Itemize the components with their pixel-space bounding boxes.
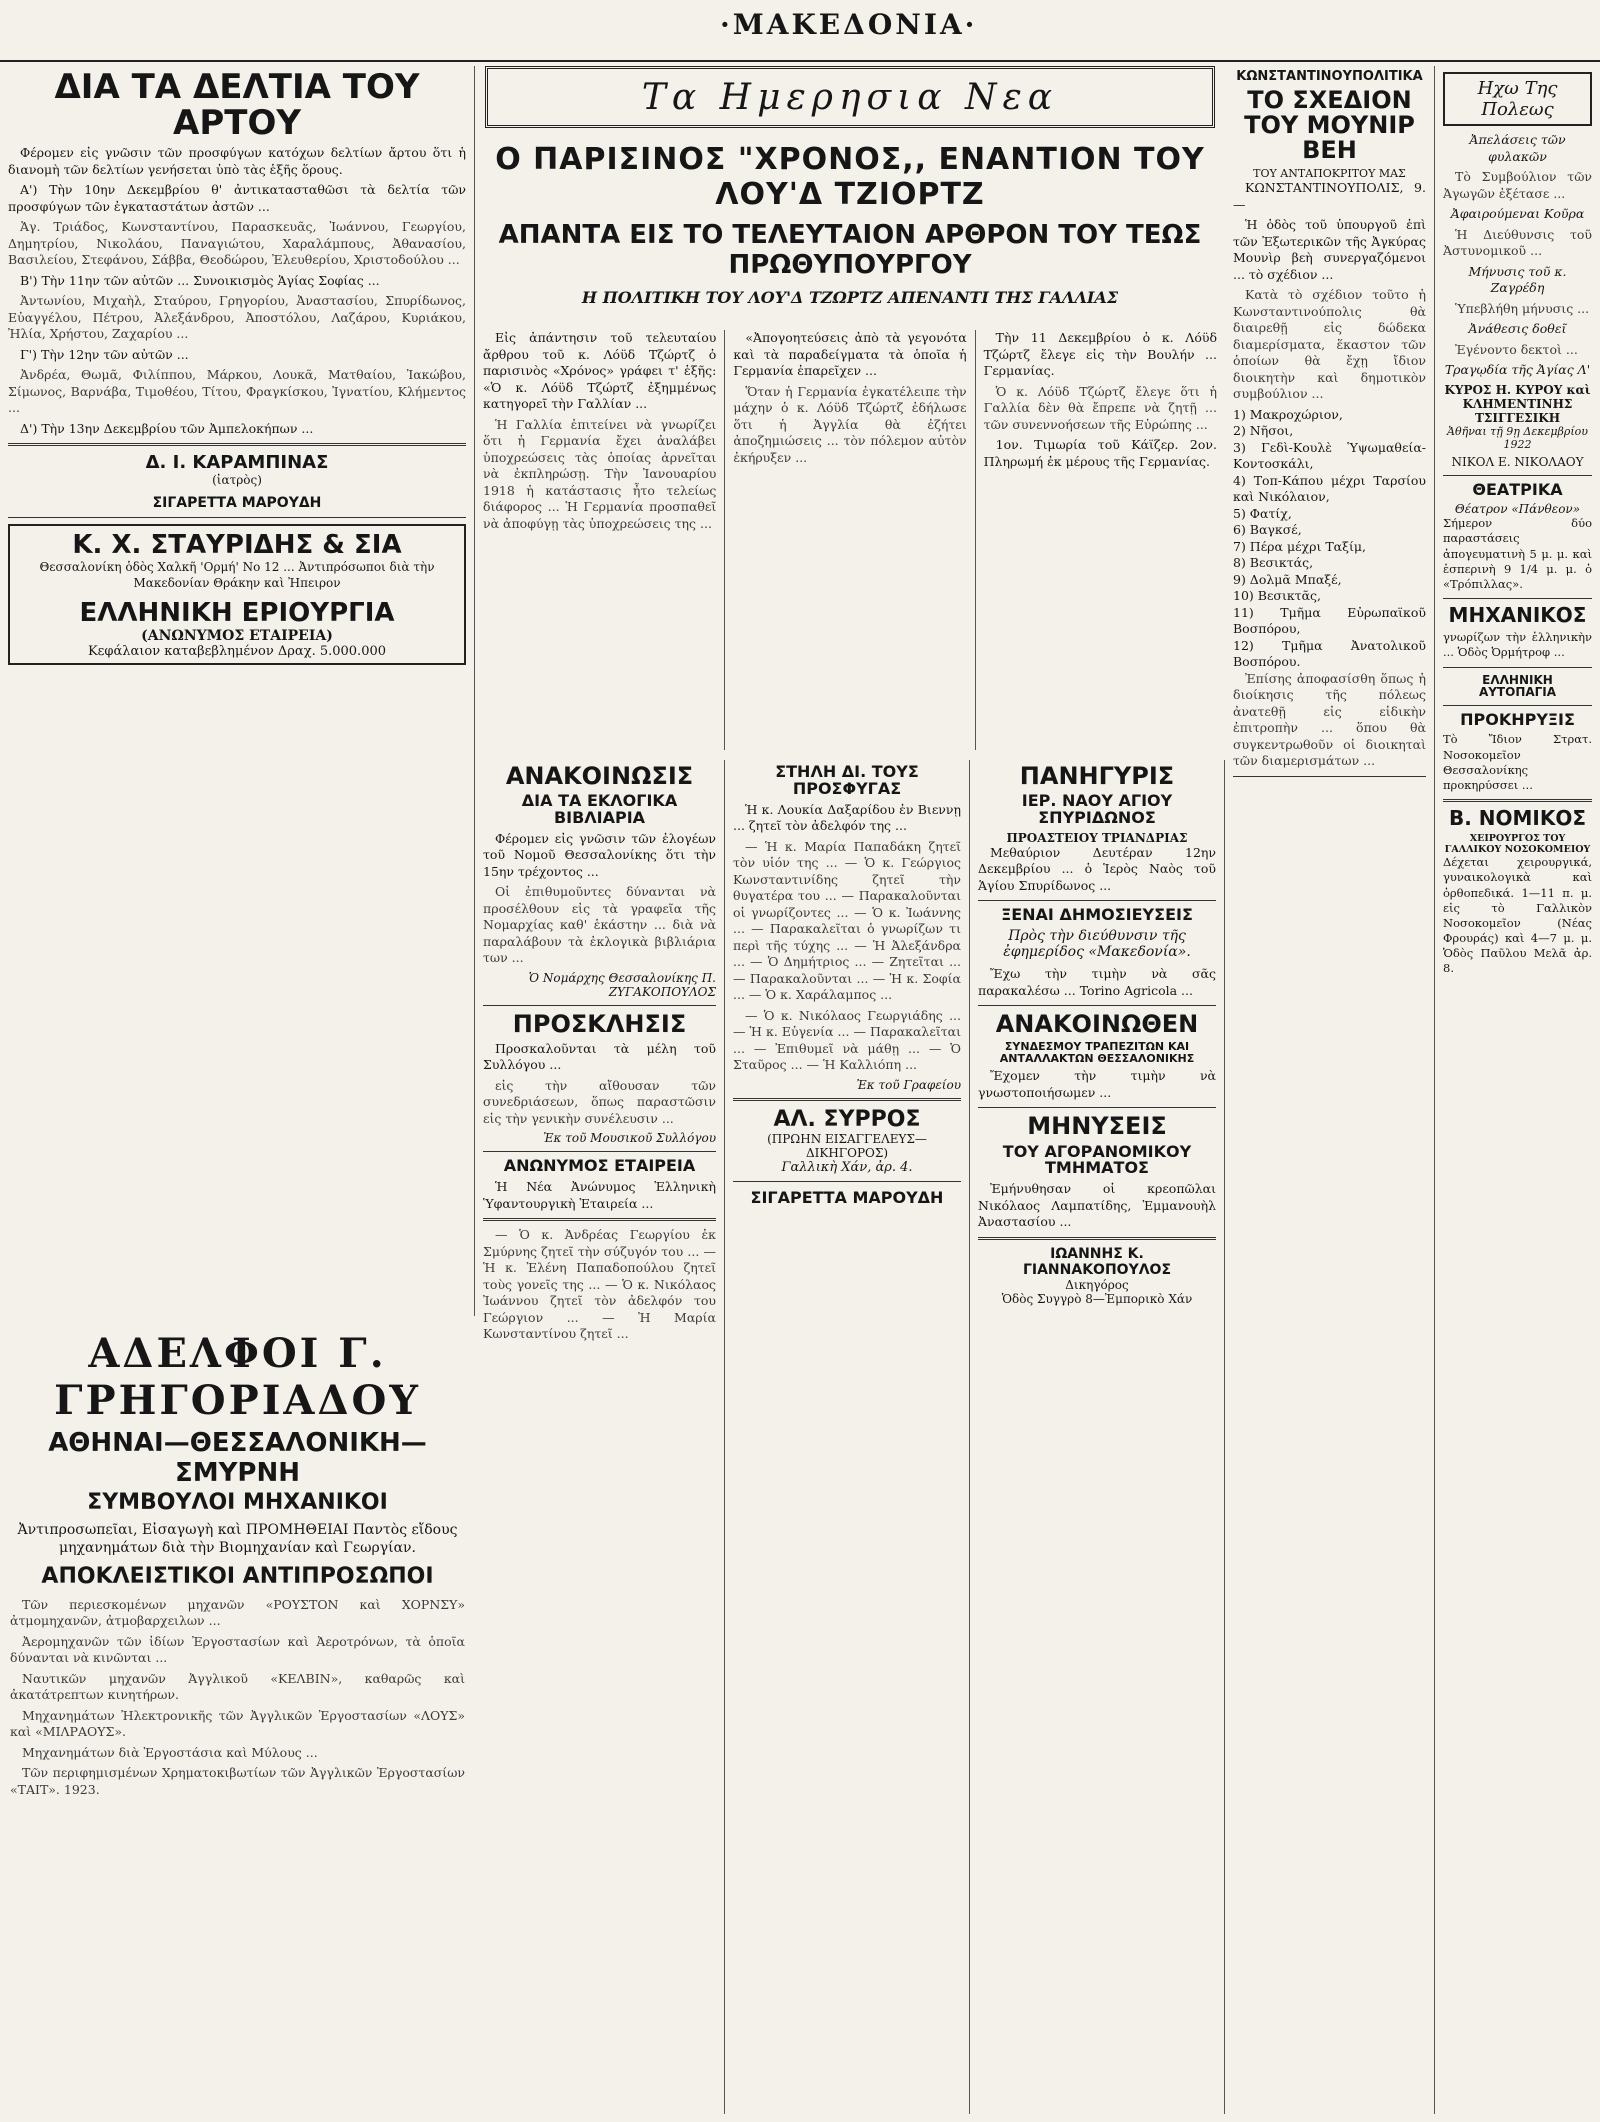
city-news (1443, 132, 1592, 379)
divider (978, 1005, 1216, 1006)
paragraph: Ἔχω τὴν τιμὴν νὰ σᾶς παρακαλέσω ... Torino Agricola ... (978, 966, 1216, 998)
list-item: 12) Τμῆμα Ἀνατολικοῦ Βοσπόρου. (1233, 637, 1426, 670)
column-lower-2 (475, 760, 725, 2114)
paragraph: «Ἀπογοητεύσεις ἀπὸ τὰ γεγονότα καὶ τὰ παραδείγματα τὰ ὁποῖα ἡ Γερμανία ἐπαρεῖχεν ... (733, 330, 967, 378)
banner-col-3 (976, 330, 1225, 750)
byline: ΤΟΥ ΑΝΤΑΠΟΚΡΙΤΟΥ ΜΑΣ (1253, 167, 1406, 181)
filler-text: Ὑπεβλήθη μήνυσις ... (1455, 300, 1590, 316)
divider (733, 1181, 961, 1182)
subheading: Τραγῳδία τῆς Ἀγίας Λ' (1444, 362, 1591, 377)
filler-text: Ἡ Διεύθυνσις τοῦ Ἀστυνομικοῦ ... (1443, 226, 1592, 258)
theatre-title: ΘΕΑΤΡΙΚΑ (1472, 479, 1563, 499)
doctor-name: Δ. Ι. ΚΑΡΑΜΠΙΝΑΣ (145, 452, 329, 474)
article-body (733, 802, 961, 1074)
notice-name: ΝΙΚΟΛ Ε. ΝΙΚΟΛΑΟΥ (1451, 454, 1584, 469)
lawyer2-name: ΙΩΑΝΝΗΣ Κ. ΓΙΑΝΝΑΚΟΠΟΥΛΟΣ (1022, 1245, 1172, 1278)
divider (733, 1098, 961, 1101)
article-title: ΠΑΝΗΓΥΡΙΣ (1019, 762, 1175, 790)
column-left (0, 66, 475, 1316)
company-name: Κ. Χ. ΣΤΑΥΡΙΔΗΣ & ΣΙΑ (72, 530, 402, 561)
filler-text: Τὸ Συμβούλιον τῶν Ἀγωγῶν ἐξέτασε ... (1443, 169, 1592, 201)
divider (1443, 475, 1592, 476)
banner-col-1 (475, 330, 725, 750)
paragraph: Δ') Τὴν 13ην Δεκεμβρίου τῶν Ἀμπελοκήπων ... (20, 420, 314, 436)
filler-text: — Ἡ κ. Μαρία Παπαδάκη ζητεῖ τὸν υἱόν της ... — Ὁ κ. Γεώργιος Κωνσταντινίδης ζητεῖ τὴν θυγατέρα του ... — Παρακαλοῦνται οἱ γνωρίζοντες ... — Ὁ κ. Ἰωάννης ... — Παρακαλεῖται ὁ γνωρίζων τι περὶ τῆς τύχης ... — Ἡ Ἀλεξάνδρα ... — Ὁ Δημήτριος ... — Ζητεῖται ... — Παρακαλοῦνται ... — Ἡ κ. Σοφία ... — Ὁ κ. Χαράλαμπος ... (733, 838, 961, 1003)
article-title: ΑΝΑΚΟΙΝΩΣΙΣ (505, 762, 694, 790)
mechanic-text: γνωρίζων τὴν ἑλληνικὴν ... Ὁδὸς Ὀρμήτροφ ... (1443, 630, 1592, 660)
subheading: Ἀνάθεσις δοθεῖ (1468, 321, 1567, 336)
brothers-filler: Τῶν περιεσκομένων μηχανῶν «ΡΟΥΣΤΟΝ καὶ ΧΟΡΝΣΥ» ἀτμομηχανῶν, ἀτμοβαρχειλων ... Ἀερομηχανῶν τῶν ἰδίων Ἐργοστασίων καὶ Ἀεροτρόνων, τὰ ὁποῖα δύνανται νὰ κινῶνται ... Ναυτικῶν μηχανῶν Ἀγγλικοῦ «ΚΕΛΒΙΝ», καθαρῶς καὶ ἀκατάτρεπτων κινητήρων. Μηχανημάτων Ἠλεκτρονικῆς τῶν Ἀγγλικῶν Ἐργοστασίων «ΛΟΥΣ» καὶ «ΜΙΛΡΑΟΥΣ». Μηχανημάτων διὰ Ἐργοστάσια καὶ Μύλους ... Τῶν περιφημισμένων Χρηματοκιβωτίων τῶν Ἀγγλικῶν Ἐργοστασίων «ΤΑΙΤ». 1923. (10, 1596, 465, 1797)
divider (8, 517, 466, 518)
divider (1443, 799, 1592, 802)
article-body (978, 1068, 1216, 1101)
divider (1443, 598, 1592, 599)
article-body (483, 1179, 716, 1212)
paragraph: Γ') Τὴν 12ην τῶν αὐτῶν ... (20, 346, 189, 362)
filler-text: Κατὰ τὸ σχέδιον τοῦτο ἡ Κωνσταντινούπολις θὰ διαιρεθῇ εἰς δώδεκα διαμερίσματα, ἕκαστον τῶν ὁποίων θὰ ἔχῃ ἴδιον διοικητὴν καὶ δημοτικὸν συμβούλιον ... (1233, 287, 1426, 402)
company2-sub: (ΑΝΩΝΥΜΟΣ ΕΤΑΙΡΕΙΑ) (141, 628, 333, 645)
paragraph: Προσκαλοῦνται τὰ μέλη τοῦ Συλλόγου ... (483, 1040, 716, 1073)
column-lower-4 (970, 760, 1225, 2114)
filler-text: Ἁγ. Τριάδος, Κωνσταντίνου, Παρασκευᾶς, Ἰωάννου, Γεωργίου, Δημητρίου, Νικολάου, Παναγιώτου, Χαραλάμπους, Ἀθανασίου, Βασιλείου, Στεφάνου, Σάββα, Θεοδώρου, Ἐλευθερίου, Χριστοδούλου ... (8, 219, 466, 268)
subheading: Ἀπελάσεις τῶν φυλακῶν (1469, 132, 1566, 164)
paragraph: Εἰς ἀπάντησιν τοῦ τελευταίου ἄρθρου τοῦ κ. Λόϋδ Τζώρτζ ὁ παρισινὸς «Χρόνος» γράφει τ' ἑξῆς: «Ὁ κ. Λόϋδ Τζώρτζ ἐξημμένως κατηγορεῖ τὴν Γαλλίαν ... (483, 330, 717, 411)
engaged-date: Ἀθῆναι τῇ 9ῃ Δεκεμβρίου 1922 (1447, 424, 1588, 451)
brothers-tagline: Ἀντιπροσωπεῖαι, Εἰσαγωγὴ καὶ ΠΡΟΜΗΘΕΙΑΙ Παντὸς εἴδους μηχανημάτων διὰ τὴν Βιομηχανίαν καὶ Γεωργίαν. (17, 1522, 458, 1557)
paragraph: Ἡ ὁδὸς τοῦ ὑπουργοῦ ἐπὶ τῶν Ἐξωτερικῶν τῆς Ἀγκύρας Μουνὶρ βεὴ συνεργαζόμενοι ... τὸ σχέδιον ... (1233, 217, 1426, 282)
cigarette-ad-2: ΣΙΓΑΡΕΤΤΑ ΜΑΡΟΥΔΗ (750, 1187, 944, 1207)
filler-text: Οἱ ἐπιθυμοῦντες δύνανται νὰ προσέλθουν εἰς τὰ γραφεῖα τῆς Νομαρχίας καθ' ἑκάστην ... διὰ νὰ παραλάβουν τὰ ἐκλογικὰ βιβλιάρια των ... (483, 884, 716, 966)
divider (483, 1005, 716, 1006)
article-subtitle: ΤΟΥ ΑΓΟΡΑΝΟΜΙΚΟΥ ΤΜΗΜΑΤΟΣ (1002, 1141, 1192, 1178)
subheading: Ἀφαιρούμεναι Κοῦρα (1450, 206, 1585, 221)
signature: Ὁ Νομάρχης Θεσσαλονίκης Π. ΖΥΓΑΚΟΠΟΥΛΟΣ (528, 970, 716, 999)
article-title: ΑΝΑΚΟΙΝΩΘΕΝ (995, 1010, 1199, 1039)
company-desc: Θεσσαλονίκη ὁδὸς Χαλκῆ 'Ορμή' Νο 12 ... Ἀντιπρόσωποι διὰ τὴν Μακεδονίαν Θράκην καὶ Ἠπειρον (39, 560, 435, 591)
article-title: ΞΕΝΑΙ ΔΗΜΟΣΙΕΥΣΕΙΣ (1001, 905, 1193, 925)
divider (978, 1237, 1216, 1240)
cigarette-ad: ΣΙΓΑΡΕΤΤΑ ΜΑΡΟΥΔΗ (152, 495, 322, 512)
brothers-engineers: ΣΥΜΒΟΥΛΟΙ ΜΗΧΑΝΙΚΟΙ (87, 1490, 388, 1515)
divider (8, 443, 466, 446)
signature: Ἐκ τοῦ Μουσικοῦ Συλλόγου (543, 1131, 716, 1146)
banner-headline-2: ΑΠΑΝΤΑ ΕΙΣ ΤΟ ΤΕΛΕΥΤΑΙΟΝ ΑΡΘΡΟΝ ΤΟΥ ΤΕΩΣ ΠΡΩΘΥΠΟΥΡΓΟΥ (498, 220, 1202, 280)
list-item: 8) Βεσικτάς, (1233, 555, 1314, 571)
section-header: Ηχω Της Πολεως (1443, 72, 1592, 126)
doctor2-text: Δέχεται χειρουργικά, γυναικολογικὰ καὶ ὀρθοπεδικά. 1—11 π. μ. εἰς τὸ Γαλλικὸν Νοσοκομεῖον (Νέας Φρουράς) καὶ 4—7 μ. μ. Ὁδὸς Παῦλου Μελᾶ ἀρ. 8. (1443, 855, 1592, 976)
article-title: ΤΟ ΣΧΕΔΙΟΝ ΤΟΥ ΜΟΥΝΙΡ ΒΕΗ (1244, 85, 1415, 165)
filler-text: Ἡ Γαλλία ἐπιτείνει νὰ γνωρίζει ὅτι ἡ Γερμανία ἔχει ἀναλάβει ὑποχρεώσεις τὰς ὁποίας ἀρνεῖται νὰ ἐκπληρώσῃ. Τὴν Ἰανουαρίου 1918 ἡ κατάστασις ἦτο τελείως διάφορος ... Ἡ Γερμανία προσπαθεῖ νὰ ἀποφύγῃ τὰς ὑποχρεώσεις της ... (483, 416, 717, 531)
divider (1443, 705, 1592, 706)
masthead (0, 0, 1600, 62)
column-lower-3 (725, 760, 970, 2114)
paragraph: Β') Τὴν 11ην τῶν αὐτῶν ... Συνοικισμὸς Ἁγίας Σοφίας ... (20, 272, 380, 288)
ads-row (8, 452, 466, 511)
ad-doctor (8, 452, 466, 511)
filler-text: εἰς τὴν αἴθουσαν τῶν συνεδριάσεων, ὅπως παραστῶσιν εἰς τὴν γενικὴν συνέλευσιν ... (483, 1077, 716, 1126)
divider (483, 1151, 716, 1152)
paragraph: Α') Τὴν 10ην Δεκεμβρίου θ' ἀντικατασταθῶσι τὰ δελτία τῶν προσφύγων τῶν ἐγκαταστάτων ἀστῶν ... (8, 182, 466, 214)
column-5 (1225, 66, 1435, 2114)
paragraph: Φέρομεν εἰς γνῶσιν τῶν προσφύγων κατόχων δελτίων ἄρτου ὅτι ἡ διανομὴ τῶν δελτίων γενήσεται ὑπὸ τὰς ἑξῆς ὅρους. (8, 145, 466, 177)
article-subtitle: Πρὸς τὴν διεύθυνσιν τῆς ἐφημερίδος «Μακεδονία». (1003, 928, 1191, 961)
list-item: 10) Βεσικτᾶς, (1233, 588, 1321, 604)
article-title: ΑΝΩΝΥΜΟΣ ΕΤΑΙΡΕΙΑ (503, 1156, 696, 1176)
article-title: ΠΡΟΣΚΛΗΣΙΣ (512, 1009, 687, 1038)
section-label: ΚΩΝΣΤΑΝΤΙΝΟΥΠΟΛΙΤΙΚΑ (1236, 69, 1423, 84)
list-item: 4) Τοπ-Κάπου μέχρι Ταρσίου καὶ Νικόλαιον, (1233, 472, 1426, 505)
company2-name: ΕΛΛΗΝΙΚΗ ΕΡΙΟΥΡΓΙΑ (79, 598, 395, 629)
filler-text: Ὁ κ. Λόϋδ Τζώρτζ ἔλεγε ὅτι ἡ Γαλλία δὲν θὰ ἔπρεπε νὰ ζητῇ ... τῶν συνεννοήσεων τῆς Εὐρώπης ... (983, 383, 1217, 432)
article-body (978, 1181, 1216, 1231)
banner-headline-3: Η ΠΟΛΙΤΙΚΗ ΤΟΥ ΛΟΥ'Δ ΤΖΩΡΤΖ ΑΠΕΝΑΝΤΙ ΤΗΣ ΓΑΛΛΙΑΣ (581, 288, 1119, 307)
divider (1443, 667, 1592, 668)
paragraph: Φέρομεν εἰς γνῶσιν τῶν ἐλογέων τοῦ Νομοῦ Θεσσαλονίκης ὅτι τὴν 15ην τρέχοντος ... (483, 830, 716, 879)
article-subtitle: ΣΥΝΔΕΣΜΟΥ ΤΡΑΠΕΖΙΤΩΝ ΚΑΙ ΑΝΤΑΛΛΑΚΤΩΝ ΘΕΣΣΑΛΟΝΙΚΗΣ (999, 1040, 1195, 1065)
mechanic-title: ΜΗΧΑΝΙΚΟΣ (1448, 603, 1587, 628)
article-body (978, 966, 1216, 999)
theatre-info: Σήμερον δύο παραστάσεις ἀπογευματινὴ 5 μ. μ. καὶ ἑσπερινὴ 9 1/4 μ. μ. ὁ «Τρόπιλλας». (1443, 516, 1592, 591)
brothers-cities: ΑΘΗΝΑΙ—ΘΕΣΣΑΛΟΝΙΚΗ—ΣΜΥΡΝΗ (48, 1428, 427, 1488)
article-title: ΣΤΗΛΗ ΔΙ. ΤΟΥΣ ΠΡΟΣΦΥΓΑΣ (775, 762, 919, 798)
subheading: Μήνυσις τοῦ κ. Ζαγρέδη (1468, 263, 1567, 295)
filler-text: Ἐγένοντο δεκτοὶ ... (1455, 341, 1578, 357)
filler-text: Ὅταν ἡ Γερμανία ἐγκατέλειπε τὴν μάχην ὁ κ. Λόϋδ Τζώρτζ ἐδήλωσε ὅτι ἡ Ἀγγλία θὰ ἐζήτει ἀποζημιώσεις ... τὸν πόλεμον αὐτὸν ἐκήρυξεν ... (733, 383, 967, 465)
doctor2-role: ΧΕΙΡΟΥΡΓΟΣ ΤΟΥ ΓΑΛΛΙΚΟΥ ΝΟΣΟΚΟΜΕΙΟΥ (1444, 833, 1591, 856)
paragraph: 1ον. Τιμωρία τοῦ Κάϊζερ. 2ον. Πληρωμή ἐκ μέρους τῆς Γερμανίας. (983, 437, 1217, 469)
lawyer2-address: Ὁδὸς Συγγρὸ 8—Ἐμπορικὸ Χάν (1001, 1291, 1193, 1306)
filler-text: — Ὁ κ. Ἀνδρέας Γεωργίου ἐκ Σμύρνης ζητεῖ τὴν σύζυγόν του ... — Ἡ κ. Ἑλένη Παπαδοπούλου ζητεῖ τοὺς γονεῖς της ... — Ὁ κ. Νικόλαος Ἰωάννου ζητεῖ τὸν ἀδελφόν του Γεώργιον ... — Ἡ Μαρία Κωνσταντίνου ζητεῖ ... (483, 1227, 716, 1342)
brothers-ad (0, 1320, 475, 1802)
list-item: 9) Δολμᾶ Μπαξέ, (1233, 571, 1342, 587)
paragraph: Τὴν 11 Δεκεμβρίου ὁ κ. Λόϋδ Τζώρτζ ἔλεγε εἰς τὴν Βουλήν ... Γερμανίας. (983, 330, 1217, 378)
divider (978, 900, 1216, 901)
divider (483, 1218, 716, 1221)
article-body (483, 1041, 716, 1128)
article-title-bread: ΔΙΑ ΤΑ ΔΕΛΤΙΑ ΤΟΥ ΑΡΤΟΥ (54, 67, 420, 143)
doctor-role: (ἰατρὸς) (212, 473, 262, 488)
divider (978, 1107, 1216, 1108)
signature: Ἐκ τοῦ Γραφείου (856, 1077, 961, 1092)
banner-headline-1: Ο ΠΑΡΙΣΙΝΟΣ "ΧΡΟΝΟΣ,, ΕΝΑΝΤΙΟΝ ΤΟΥ ΛΟΥ'Δ ΤΖΙΟΡΤΖ (495, 142, 1205, 212)
company2-capital: Κεφάλαιον καταβεβλημένον Δραχ. 5.000.000 (87, 644, 387, 660)
paragraph: Μεθαύριον Δευτέραν 12ην Δεκεμβρίου ... ὁ Ἱερὸς Ναὸς τοῦ Ἁγίου Σπυρίδωνος ... (978, 844, 1216, 893)
banner-columns (475, 330, 1225, 750)
brothers-name: ΑΔΕΛΦΟΙ Γ. ΓΡΗΓΟΡΙΑΔΟΥ (54, 1330, 421, 1424)
divider (1233, 776, 1426, 777)
theatre-venue: Θέατρον «Πάνθεον» (1454, 502, 1581, 517)
doctor2-name: Β. ΝΟΜΙΚΟΣ (1448, 806, 1587, 831)
district-list (1233, 407, 1426, 671)
lawyer-name: ΑΛ. ΣΥΡΡΟΣ (773, 1106, 921, 1132)
lawyer-role: (ΠΡΩΗΝ ΕΙΣΑΓΓΕΛΕΥΣ—ΔΙΚΗΓΟΡΟΣ) (767, 1131, 927, 1160)
proclaim-title: ΠΡΟΚΗΡΥΞΙΣ (1460, 709, 1575, 729)
company-ad (8, 524, 466, 665)
lawyer-address: Γαλλικὴ Χάν, ἀρ. 4. (781, 1159, 913, 1175)
section-ornament: Τα Ημερησια Νεα (485, 66, 1215, 128)
list-item: 7) Πέρα μέχρι Ταξίμ, (1233, 538, 1367, 554)
top-story-banner (475, 66, 1225, 307)
proclaim-text: Τὸ Ἴδιον Στρατ. Νοσοκομεῖον Θεσσαλονίκης προκηρύσσει ... (1443, 732, 1592, 792)
newspaper-name: ·ΜΑΚΕΔΟΝΙΑ· (720, 8, 978, 41)
list-item: 6) Βαγκσέ, (1233, 522, 1302, 538)
list-item: 1) Μακροχώριον, (1233, 406, 1343, 422)
filler-text: — Ὁ κ. Νικόλαος Γεωργιάδης ... — Ἡ κ. Εὐγενία ... — Παρακαλεῖται ... — Ἐπιθυμεῖ νὰ μάθῃ ... — Ὁ Σταῦρος ... — Ἡ Καλλιόπη ... (733, 1007, 961, 1073)
filler-text: Ἀντωνίου, Μιχαὴλ, Σταύρου, Γρηγορίου, Ἀναστασίου, Σπυρίδωνος, Εὐαγγέλου, Πέτρου, Ἀλεξάνδρου, Ἀποστόλου, Λαζάρου, Κυριάκου, Ἠλία, Χρήστου, Ζαχαρίου ... (8, 293, 466, 342)
article-body-bread (8, 145, 466, 437)
engaged-names: ΚΥΡΟΣ Η. ΚΥΡΟΥ καὶ ΚΛΗΜΕΝΤΙΝΗΣ ΤΣΙΓΓΕΣΙΚΗ (1444, 382, 1591, 425)
brothers-exclusive: ΑΠΟΚΛΕΙΣΤΙΚΟΙ ΑΝΤΙΠΡΟΣΩΠΟΙ (41, 1563, 434, 1589)
paragraph: Ἡ κ. Λουκία Δαξαρίδου ἐν Βιεννῃ ... ζητεῖ τὸν ἀδελφόν της ... (733, 801, 961, 834)
article-place: ΠΡΟΑΣΤΕΙΟΥ ΤΡΙΑΝΔΡΙΑΣ (1006, 830, 1188, 845)
article-body (978, 845, 1216, 895)
article-subtitle: ΔΙΑ ΤΑ ΕΚΛΟΓΙΚΑ ΒΙΒΛΙΑΡΙΑ (521, 791, 678, 827)
banner-col-2 (725, 330, 975, 750)
article-body (1233, 180, 1426, 403)
paragraph: Ἐμήνυθησαν οἱ κρεοπῶλαι Νικόλαος Λαμπατίδης, Ἐμμανουὴλ Ἀναστασίου ... (978, 1181, 1216, 1230)
list-item: 3) Γεδὶ-Κουλὲ Ὑψωμαθεία-Κοντοσκάλι, (1233, 439, 1426, 472)
paragraph: Ἡ Νέα Ἀνώνυμος Ἑλληνικὴ Ὑφαντουργικὴ Ἑταιρεία ... (483, 1179, 716, 1211)
dateline: ΚΩΝΣΤΑΝΤΙΝΟΥΠΟΛΙΣ, 9.— (1233, 180, 1426, 212)
filler-text: Ἀνδρέα, Θωμᾶ, Φιλίππου, Μάρκου, Λουκᾶ, Ματθαίου, Ἰακώβου, Σίμωνος, Βαρνάβα, Τιμοθέου, Τίτου, Φραγκίσκου, Ἰγνατίου, Κλήμεντος ... (8, 367, 466, 416)
women-ad: ΕΛΛΗΝΙΚΗ ΑΥΤΟΠΑΓΙΑ (1478, 672, 1557, 700)
article-body (483, 831, 716, 967)
lawyer2-role: Δικηγόρος (1065, 1277, 1129, 1292)
list-item: 11) Τμῆμα Εὐρωπαϊκοῦ Βοσπόρου, (1233, 604, 1426, 637)
column-6 (1435, 66, 1600, 2114)
filler-text: Ἐπίσης ἀποφασίσθη ὅπως ἡ διοίκησις τῆς πόλεως ἀνατεθῇ εἰς εἰδικὴν ἐπιτροπὴν ... ὅπου θὰ συγκεντρωθοῦν οἱ διοικηταὶ τῶν διαμερισμάτων ... (1233, 670, 1426, 769)
article-subtitle: ΙΕΡ. ΝΑΟΥ ΑΓΙΟΥ ΣΠΥΡΙΔΩΝΟΣ (1021, 791, 1173, 827)
paragraph: Ἔχομεν τὴν τιμὴν νὰ γνωστοποιήσωμεν ... (978, 1068, 1216, 1100)
list-item: 5) Φατίχ, (1233, 505, 1292, 521)
article-title: ΜΗΝΥΣΕΙΣ (1027, 1112, 1167, 1141)
list-item: 2) Νῆσοι, (1233, 423, 1294, 439)
